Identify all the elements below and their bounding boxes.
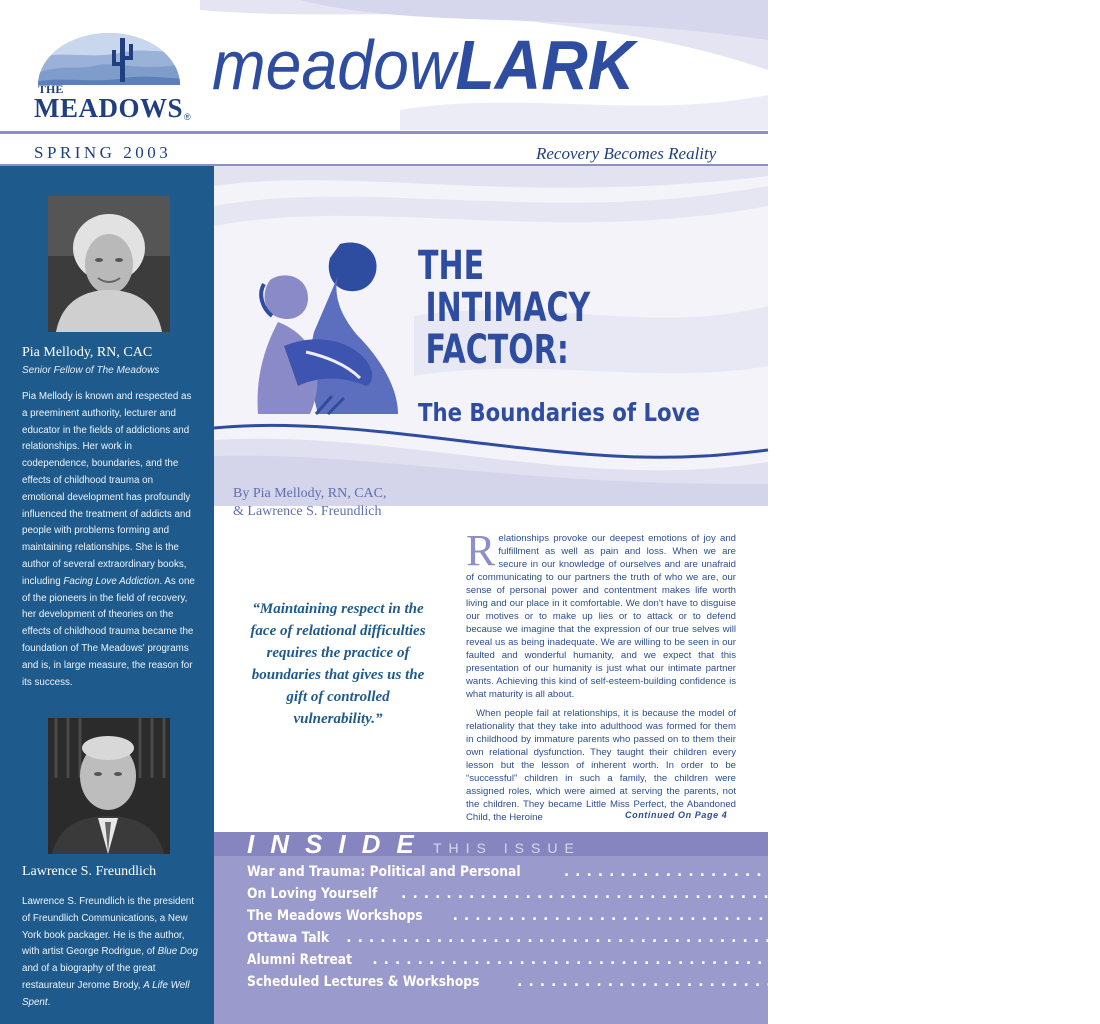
toc-item[interactable]: Ottawa Talk ........................................ page 8	[247, 930, 883, 946]
inside-subheading: THIS ISSUE	[433, 840, 581, 856]
toc-item[interactable]: Alumni Retreat ........................................ page 9	[247, 952, 909, 968]
table-of-contents	[247, 864, 1100, 996]
logo-the-text: THE	[38, 82, 64, 96]
article-title-line: INTIMACY	[425, 285, 591, 331]
author-photo-pia-mellody	[48, 196, 170, 332]
logo-registered-mark: ®	[184, 112, 191, 122]
author-name-lawrence-freundlich: Lawrence S. Freundlich	[22, 864, 157, 879]
article-body	[466, 526, 736, 830]
logo-name-text: MEADOWS	[34, 93, 184, 123]
issue-season: SPRING 2003	[34, 143, 172, 162]
drop-cap: R	[466, 526, 496, 575]
article-title-line: THE	[418, 243, 485, 289]
header-divider	[0, 131, 768, 134]
article-paragraph: elationships provoke our deepest emotions of joy and fulfillment as well as pain and loss. When we are secure in our knowledge of ourselves and are unafraid of communicating to our partners the truth of who we are, our sense of personal power and contentment makes life worth living and our place in it comfortable. We don't have to disguise our motives or to make up lies or to attack or to defend because we imagine that the expression of our true selves will reveal us as being inadequate. We are willing to be seen in our faulted and wonderful humanity, and we expect that this presentation of our humanity is just what our intimate partner wants. Achieving this kind of self-esteem-building confidence is what maturity is all about.	[466, 533, 736, 700]
newsletter-title	[212, 26, 635, 104]
author-photo-lawrence-freundlich	[48, 718, 170, 854]
pull-quote: “Maintaining respect in the face of relational difficulties requires the practice of boundaries that gives us the gift of controlled vulnerability.”	[250, 601, 426, 727]
author-name-pia-mellody: Pia Mellody, RN, CAC	[22, 345, 153, 360]
author-bio-pia-mellody: Pia Mellody is known and respected as a preeminent authority, lecturer and educator in the fields of addictions and relationships. Her work in codependence, boundaries, and the effects of childhood trauma on emotional development has profoundly influenced the treatment of addicts and people with problems forming and maintaining relationships. She is the author of several extraordinary books, including Facing Love Addiction. As one of the pioneers in the field of recovery, her development of theories on the effects of childhood trauma became the foundation of The Meadows' programs and is, in large measure, the reason for its success.	[22, 391, 195, 688]
title-bold-part: LARK	[455, 26, 635, 104]
author-bio-lawrence-freundlich: Lawrence S. Freundlich is the president of Freundlich Communications, a New York book packager. He is the author, with artist George Rodrigue, of Blue Dog and of a biography of the great restaurateur Jerome Brody, A Life Well Spent.	[22, 896, 198, 1008]
embracing-couple-illustration	[248, 236, 418, 416]
tagline: Recovery Becomes Reality	[536, 144, 717, 163]
toc-item[interactable]: War and Trauma: Political and Personal ........................................ page 2	[247, 864, 1100, 880]
toc-item[interactable]: The Meadows Workshops ........................................ page 6	[247, 908, 989, 924]
article-title	[418, 245, 590, 371]
article-subtitle: The Boundaries of Love	[418, 398, 700, 427]
title-light-part: meadow	[212, 26, 456, 104]
article-title-line: FACTOR:	[425, 327, 569, 373]
toc-item[interactable]: Scheduled Lectures & Workshops ........................................ page 11	[247, 974, 1068, 990]
article-byline: By Pia Mellody, RN, CAC, & Lawrence S. Freundlich	[233, 486, 387, 519]
article-paragraph: When people fail at relationships, it is because the model of relationality that they take into adulthood was formed for them in childhood by immature parents who passed on to them their own relational dysfunction. They taught their children every lesson but the lesson of inherent worth. In order to be “successful” children in such a family, the children were assigned roles, which were aimed at serving the parents, not the children. They became Little Miss Perfect, the Abandoned Child, the Heroine	[466, 708, 736, 823]
toc-item[interactable]: On Loving Yourself ........................................ page 3	[247, 886, 938, 902]
continued-link[interactable]: Continued On Page 4	[625, 810, 728, 820]
author-role-pia-mellody: Senior Fellow of The Meadows	[22, 365, 160, 376]
inside-heading: INSIDE	[247, 829, 430, 859]
